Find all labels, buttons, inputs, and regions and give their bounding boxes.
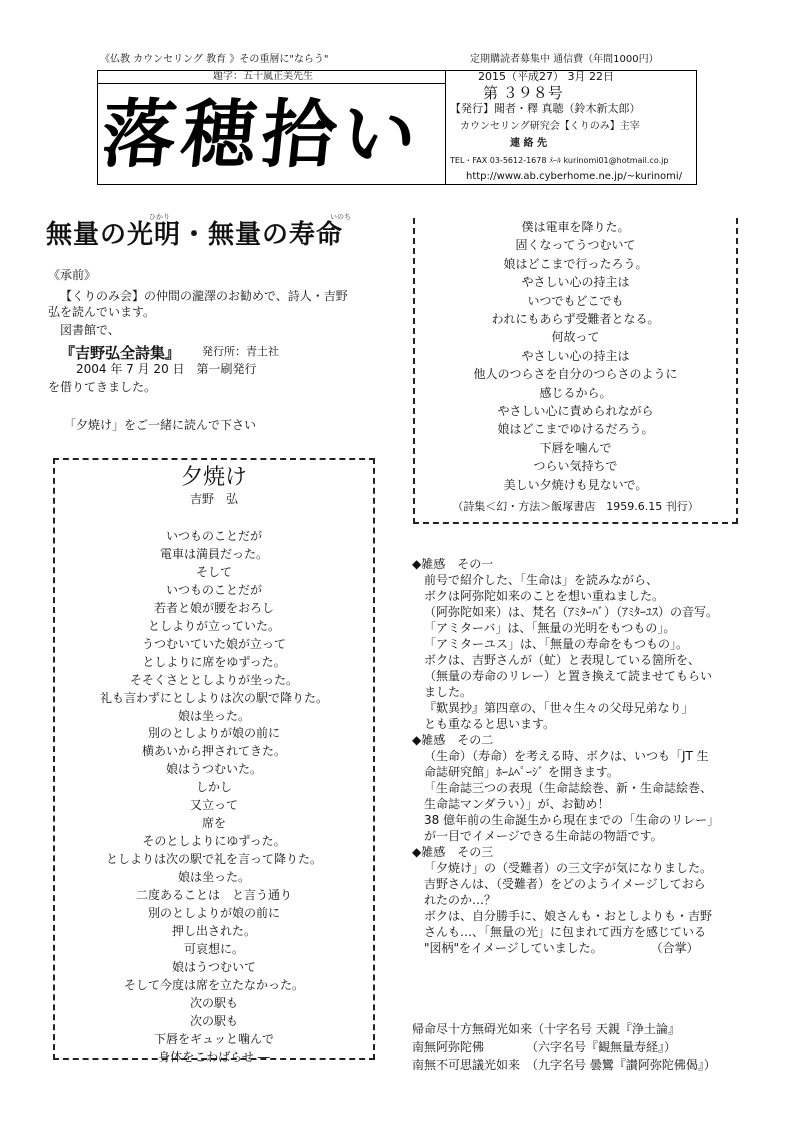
contact-label: 連 絡 先 (510, 138, 547, 149)
essay-line: （生命）（寿命）を考える時、ボクは、いつも「JT 生 (424, 749, 709, 763)
essay (412, 556, 752, 956)
masthead-divider-h (98, 83, 445, 84)
poem-line: いつものことだが (165, 529, 262, 543)
essay-line: （無量の寿命のリレー）と置き換えて読ませてもらい (424, 669, 713, 683)
poem-line: いつでもどこでも (527, 293, 624, 308)
issue-date: 2015（平成27） 3月 22日 (478, 70, 614, 83)
poem-line: やさしい心に責められながら (497, 404, 654, 419)
borrowed-line: を借りてきました。 (48, 380, 157, 394)
article-title: 無量の光明・無量の寿命 (46, 220, 344, 250)
poem-line: 二度あることは と言う通り (135, 888, 292, 903)
poem-line: そのとしよりにゆずった。 (142, 834, 286, 849)
poem-part-2 (415, 218, 736, 494)
poem-source: （詩集＜幻・方法＞飯塚書店 1959.6.15 刊行） (452, 500, 699, 513)
issue-number: 第 ３９８号 (483, 84, 563, 102)
essay-line: 前号で紹介した、「生命は」を読みながら、 (424, 573, 659, 587)
masthead-title: 落穂拾い (97, 92, 427, 178)
essay-line: （阿弥陀如来）は、梵名（ｱﾐﾀｰﾊﾞ）（ｱﾐﾀｰﾕｽ）の音写。 (424, 605, 719, 619)
poem-line: 下唇をギュッと噛んで (153, 1031, 274, 1046)
top-left-tagline: 《仏教 カウンセリング 教育 》その重層に"ならう" (100, 54, 329, 65)
poem-line: 美しい夕焼けも見ないで。 (503, 477, 648, 492)
name-line-2: 南無阿弥陀佛 （六字名号『観無量寿経』） (412, 1040, 677, 1054)
poem-line: 別のとしよりが娘の前に (147, 906, 280, 921)
essay-line: 38 億年前の生命誕生から現在までの「生命のリレー」 (424, 813, 720, 827)
poem-line: としよりは次の駅で礼を言って降りた。 (105, 852, 322, 867)
poem-line: そして今度は席を立たなかった。 (123, 977, 304, 992)
essay-line: 生命誌マンダラい）」が、お勧め！ (424, 797, 610, 811)
essay-line: とも重なると思います。 (424, 717, 556, 731)
poem-line: やさしい心の持主は (521, 348, 630, 363)
poem-line: 次の駅も (189, 995, 238, 1010)
essay-line: 「夕焼け」の（受難者）の三文字が気になりました。 (424, 861, 713, 875)
poem-title: 夕焼け (180, 465, 247, 490)
essay-line: 吉野さんは、（受難者）をどのようイメージしておら (424, 877, 706, 891)
ruby-jumyo: いのち (330, 213, 351, 221)
poem-line: 下唇を噛んで (539, 440, 612, 455)
poem-line: 又立って (189, 798, 238, 813)
masthead-divider-v (445, 71, 446, 184)
essay-line: ボクは阿弥陀如来のことを想い重ねました。 (424, 589, 665, 603)
essay-line: 『歎異抄』第四章の、「世々生々の父母兄弟なり」 (424, 701, 694, 715)
name-line-1: 帰命尽十方無碍光如来（十字名号 天親『浄土論』 (412, 1022, 680, 1036)
poem-line: うつむいていた娘が立って (141, 636, 286, 651)
poem-line: 固くなってうつむいて (515, 238, 636, 253)
poem-line: しかし (195, 780, 232, 795)
buddha-names (412, 1020, 752, 1074)
poem-line: としよりが立っていた。 (147, 618, 280, 633)
website-url: http://www.ab.cyberhome.ne.jp/~kurinomi/ (466, 171, 683, 182)
subscription-notice: 定期購読者募集中 通信費（年間1000円） (470, 54, 659, 65)
intro-line-3: 図書館で、 (60, 323, 120, 337)
poem-line: 席を (201, 816, 226, 831)
essay-heading-2: ◆雑感 その二 (412, 733, 494, 747)
poem-line: 若者と娘が腰をおろし (153, 600, 274, 615)
essay-line: さんも…、「無量の光」に包まれて西方を感じている (424, 925, 707, 939)
essay-line: ボクは、吉野さんが（虻）と表現している箇所を、 (424, 653, 701, 667)
poem-box-left (53, 458, 375, 1064)
poem-line: つらい気持ちで (533, 459, 618, 474)
poem-line: やさしい心の持主は (521, 275, 630, 290)
poem-line: そして (195, 564, 232, 579)
tel-email: TEL・FAX 03-5612-1678 ﾒｰﾙ kurinomi01@hotmail.co.jp (450, 156, 669, 165)
poem-line: 横あいから押されてきた。 (141, 744, 286, 759)
poem-line: 何故って (551, 330, 600, 345)
essay-line: 「アミターバ」は、「無量の光明をもつもの」。 (424, 621, 676, 635)
poem-part-1 (55, 528, 373, 1067)
book-date: 2004 年 7 月 20 日 第一刷発行 (76, 362, 257, 376)
poem-line: 電車は満員だった。 (159, 546, 268, 561)
poem-line: 可哀想に。 (183, 941, 244, 956)
organization: カウンセリング研究会【くりのみ】主宰 (460, 121, 640, 132)
poem-line: 娘はうつむいた。 (165, 762, 262, 777)
poem-line: われにもあらず受難者となる。 (491, 312, 660, 327)
essay-heading-3: ◆雑感 その三 (412, 845, 494, 859)
essay-heading-1: ◆雑感 その一 (412, 557, 494, 571)
essay-line: ボクは、自分勝手に、娘さんも・おとしよりも・吉野 (424, 909, 713, 923)
essay-line: 命誌研究館」ﾎｰﾑﾍﾟｰｼﾞ を開きます。 (424, 765, 619, 779)
essay-line: ました。 (424, 685, 473, 699)
essay-line: "図柄"をイメージしていました。 （合掌） (424, 941, 699, 955)
book-publisher: 発行所：青土社 (202, 345, 279, 358)
name-line-3: 南無不可思議光如来 （九字名号 曇鸞『讃阿弥陀佛偈』） (412, 1058, 716, 1072)
essay-line: が一目でイメージできる生命誌の物語です。 (424, 829, 663, 843)
ruby-komyo: ひかり (149, 213, 170, 221)
poem-line: 身体をこわばらせ ― (158, 1049, 270, 1064)
poem-line: 娘はどこまでゆけるだろう。 (497, 422, 654, 437)
poem-line: 礼も言わずにとしよりは次の駅で降りた。 (99, 690, 328, 705)
poem-line: としよりに席をゆずった。 (142, 654, 286, 669)
poem-line: 娘はどこまで行ったろう。 (503, 256, 648, 271)
publisher: 【発行】聞者・釋 真聴（鈴木新太郎） (450, 102, 641, 115)
poem-line: 押し出された。 (171, 923, 256, 938)
poem-line: 別のとしよりが娘の前に (147, 726, 280, 741)
masthead (97, 70, 697, 185)
essay-line: 「生命誌三つの表現（生命誌絵巻、新・生命誌絵巻、 (424, 781, 713, 795)
poem-line: 感じるから。 (539, 385, 612, 400)
poem-line: 僕は電車を降りた。 (521, 220, 630, 234)
book-title: 『吉野弘全詩集』 (60, 344, 181, 362)
intro-line-2: 弘を読んでいます。 (48, 305, 156, 319)
invite-line: 「夕焼け」をご一緒に読んで下さい (64, 418, 257, 432)
poem-line: 次の駅も (189, 1013, 238, 1028)
intro-line-1: 【くりのみ会】の仲間の瀧澤のお勧めで、詩人・吉野 (60, 289, 348, 303)
poem-line: 娘はうつむいて (171, 959, 256, 974)
calligraphy-credit: 題字：五十嵐正美先生 (213, 71, 313, 82)
poem-line: いつものことだが (165, 582, 262, 597)
poem-line: 娘は坐った。 (177, 870, 250, 885)
intro-label: 《承前》 (48, 268, 97, 282)
poem-line: そそくさととしよりが坐った。 (129, 672, 298, 687)
poem-author: 吉野 弘 (189, 492, 238, 506)
essay-line: 「アミターユス」は、「無量の寿命をもつもの」。 (424, 637, 689, 651)
essay-line: れたのか…？ (424, 893, 497, 907)
poem-box-right (413, 218, 738, 524)
poem-line: 娘は坐った。 (177, 708, 250, 723)
poem-line: 他人のつらさを自分のつらさのように (473, 367, 678, 382)
